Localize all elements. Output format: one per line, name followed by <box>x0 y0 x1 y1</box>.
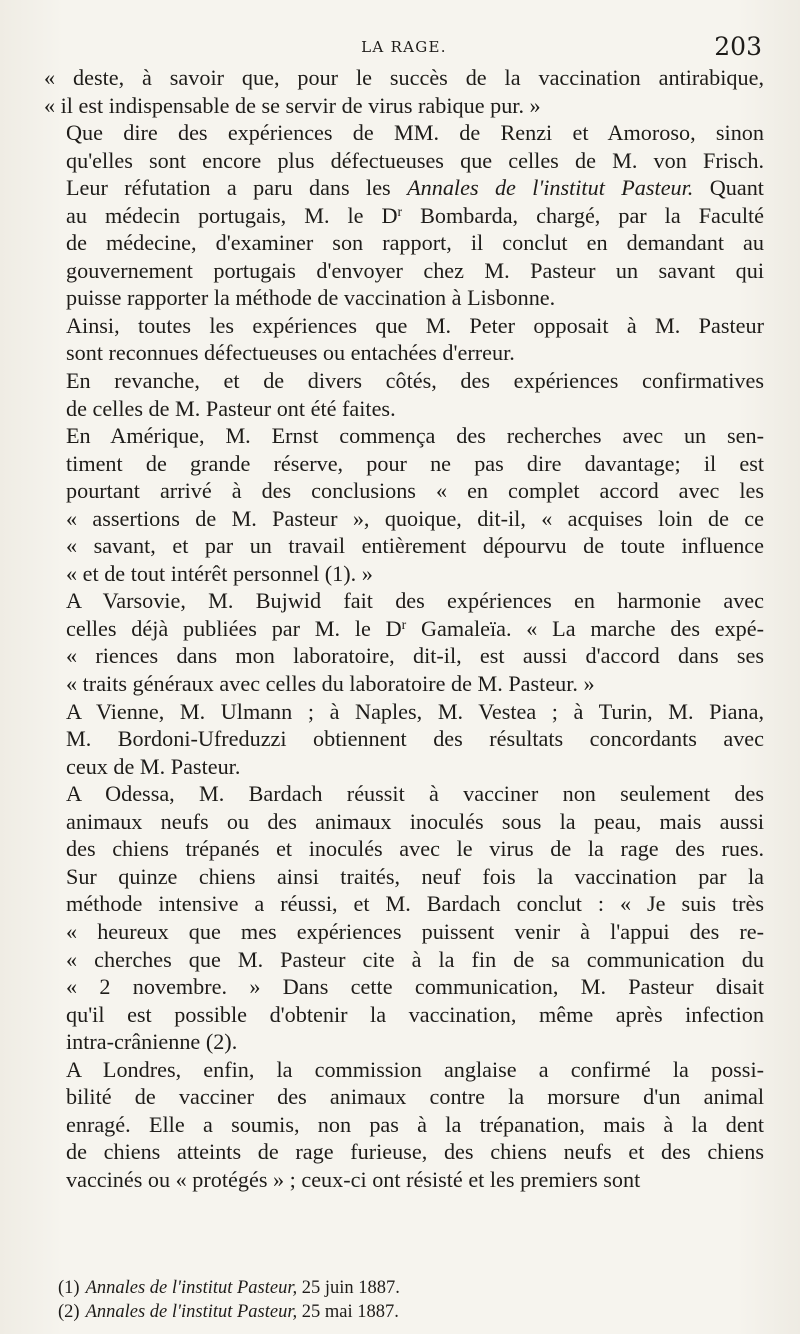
text-line: Ainsi, toutes les expériences que M. Peter opposait à M. Pasteur <box>66 312 764 338</box>
text-line: au médecin portugais, M. le $D^r$ Bombarda, chargé, par la Faculté <box>66 202 765 228</box>
text-line: Leur réfutation a paru dans les Annales de l'institut Pasteur. Quant <box>66 175 764 201</box>
text-line: « heureux que mes expériences puissent venir à l'appui des re- <box>66 918 764 944</box>
footnote-date: 25 mai 1887. <box>301 1302 399 1322</box>
text-line: En revanche, et de divers côtés, des expériences confirmatives <box>66 368 764 394</box>
text-line: A Odessa, M. Bardach réussit à vacciner non seulement des <box>66 781 764 807</box>
text-line: En Amérique, M. Ernst commença des recherches avec un sen- <box>66 423 764 449</box>
running-title: LA RAGE. <box>361 38 447 56</box>
text-line: celles déjà publiées par M. le $D^r$ Gamaleïa. « La marche des expé- <box>66 615 764 641</box>
footnote-mark: (2) <box>58 1302 80 1322</box>
text-line: bilité de vacciner des animaux contre la morsure d'un animal <box>66 1084 764 1110</box>
text-line: timent de grande réserve, pour ne pas dire davantage; il est <box>66 450 764 476</box>
text-line: M. Bordoni-Ufreduzzi obtiennent des résultats concordants avec <box>66 726 764 752</box>
text-line: « savant, et par un travail entièrement dépourvu de toute influence <box>66 533 764 559</box>
text-line: de celles de M. Pasteur ont été faites. <box>66 395 396 421</box>
text-line: ceux de M. Pasteur. <box>66 753 241 779</box>
paragraph <box>44 119 764 312</box>
text-line: puisse rapporter la méthode de vaccination à Lisbonne. <box>66 285 556 311</box>
running-header <box>44 30 764 64</box>
text-line: Sur quinze chiens ainsi traités, neuf fois la vaccination par la <box>66 863 764 889</box>
text-line: « riences dans mon laboratoire, dit-il, est aussi d'accord dans ses <box>66 643 764 669</box>
text-line: gouvernement portugais d'envoyer chez M. Pasteur un savant qui <box>66 257 764 283</box>
footnotes <box>58 1276 756 1324</box>
paragraph <box>44 64 764 119</box>
footnote-source: Annales de l'institut Pasteur, <box>85 1278 298 1298</box>
paragraph <box>44 1056 764 1194</box>
text-line: A Vienne, M. Ulmann ; à Naples, M. Vestea ; à Turin, M. Piana, <box>66 698 764 724</box>
text-line: Que dire des expériences de MM. de Renzi et Amoroso, sinon <box>66 120 764 146</box>
text-line: qu'elles sont encore plus défectueuses que celles de M. von Frisch. <box>66 147 764 173</box>
text-line: « il est indispensable de se servir de virus rabique pur. » <box>44 92 541 118</box>
text-line: méthode intensive a réussi, et M. Bardach conclut : « Je suis très <box>66 891 764 917</box>
text-line: intra-crânienne (2). <box>66 1029 238 1055</box>
paragraph <box>44 312 764 367</box>
footnote-date: 25 juin 1887. <box>301 1278 400 1298</box>
paragraph <box>44 587 764 697</box>
text-line: vaccinés ou « protégés » ; ceux-ci ont résisté et les premiers sont <box>66 1166 641 1192</box>
text-line: enragé. Elle a soumis, non pas à la trépanation, mais à la dent <box>66 1111 764 1137</box>
text-line: « deste, à savoir que, pour le succès de la vaccination antirabique, <box>44 65 764 90</box>
text-line: animaux neufs ou des animaux inoculés sous la peau, mais aussi <box>66 808 764 834</box>
body-text <box>44 64 764 1193</box>
text-line: de médecine, d'examiner son rapport, il conclut en demandant au <box>66 230 764 256</box>
text-line: des chiens trépanés et inoculés avec le virus de la rage des rues. <box>66 836 764 862</box>
paragraph <box>44 422 764 587</box>
page-number: 203 <box>714 32 762 61</box>
text-line: sont reconnues défectueuses ou entachées d'erreur. <box>66 340 515 366</box>
text-line: pourtant arrivé à des conclusions « en complet accord avec les <box>66 478 764 504</box>
footnote-source: Annales de l'institut Pasteur, <box>85 1302 298 1322</box>
text-line: qu'il est possible d'obtenir la vaccination, même après infection <box>66 1001 764 1027</box>
paragraph <box>44 367 764 422</box>
text-line: « traits généraux avec celles du laboratoire de M. Pasteur. » <box>66 671 595 697</box>
footnote <box>58 1276 756 1300</box>
text-line: A Varsovie, M. Bujwid fait des expériences en harmonie avec <box>66 588 764 614</box>
footnote-mark: (1) <box>58 1278 80 1298</box>
paragraph <box>44 780 764 1055</box>
text-line: « cherches que M. Pasteur cite à la fin de sa communication du <box>66 946 764 972</box>
text-line: A Londres, enfin, la commission anglaise a confirmé la possi- <box>66 1056 764 1082</box>
text-line: « et de tout intérêt personnel (1). » <box>66 560 373 586</box>
footnote <box>58 1300 756 1324</box>
text-line: « assertions de M. Pasteur », quoique, dit-il, « acquises loin de ce <box>66 505 764 531</box>
paragraph <box>44 698 764 781</box>
text-line: « 2 novembre. » Dans cette communication, M. Pasteur disait <box>66 974 764 1000</box>
text-line: de chiens atteints de rage furieuse, des chiens neufs et des chiens <box>66 1139 764 1165</box>
